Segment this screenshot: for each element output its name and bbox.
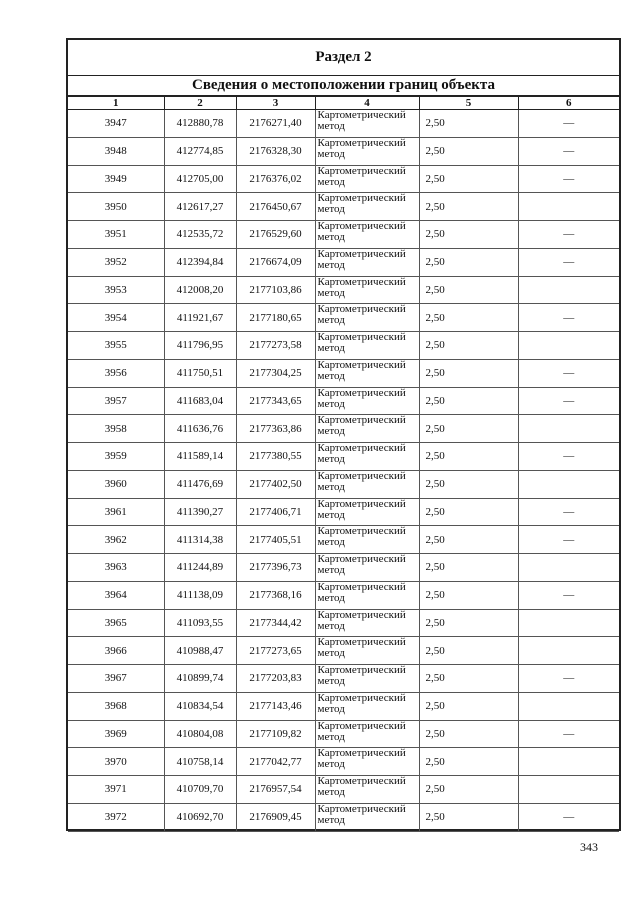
table-row [68,276,619,304]
table-row [68,803,619,831]
table-row [68,110,619,138]
cell-coordinate-x: 411796,95 [164,332,236,360]
table-row [68,526,619,554]
cell-coordinate-y: 2177273,58 [236,332,315,360]
cell-description: — [518,165,619,193]
cell-coordinate-x: 411093,55 [164,609,236,637]
cell-description [518,748,619,776]
table-row [68,415,619,443]
cell-point-number: 3950 [68,193,164,221]
cell-method: Картометрический метод [315,692,419,720]
cell-coordinate-x: 411921,67 [164,304,236,332]
cell-accuracy: 2,50 [419,110,518,138]
cell-accuracy: 2,50 [419,304,518,332]
cell-method: Картометрический метод [315,443,419,471]
cell-accuracy: 2,50 [419,554,518,582]
table-row [68,609,619,637]
cell-method: Картометрический метод [315,748,419,776]
cell-coordinate-y: 2177273,65 [236,637,315,665]
table-row [68,637,619,665]
cell-accuracy: 2,50 [419,443,518,471]
cell-accuracy: 2,50 [419,748,518,776]
cell-method: Картометрический метод [315,137,419,165]
column-header-2: 2 [164,97,236,110]
cell-description [518,332,619,360]
table-row [68,498,619,526]
cell-accuracy: 2,50 [419,526,518,554]
cell-point-number: 3956 [68,359,164,387]
cell-point-number: 3964 [68,581,164,609]
cell-coordinate-x: 411314,38 [164,526,236,554]
cell-point-number: 3947 [68,110,164,138]
cell-description [518,193,619,221]
cell-accuracy: 2,50 [419,248,518,276]
coordinates-table [68,96,619,832]
cell-method: Картометрический метод [315,637,419,665]
cell-coordinate-y: 2177042,77 [236,748,315,776]
cell-accuracy: 2,50 [419,609,518,637]
cell-coordinate-x: 410804,08 [164,720,236,748]
table-row [68,359,619,387]
cell-accuracy: 2,50 [419,470,518,498]
cell-method: Картометрический метод [315,387,419,415]
cell-accuracy: 2,50 [419,276,518,304]
cell-coordinate-x: 412705,00 [164,165,236,193]
cell-accuracy: 2,50 [419,221,518,249]
cell-point-number: 3963 [68,554,164,582]
table-row [68,692,619,720]
cell-description: — [518,498,619,526]
cell-coordinate-y: 2177344,42 [236,609,315,637]
cell-method: Картометрический метод [315,359,419,387]
cell-accuracy: 2,50 [419,137,518,165]
cell-coordinate-y: 2177405,51 [236,526,315,554]
column-header-5: 5 [419,97,518,110]
cell-method: Картометрический метод [315,776,419,804]
cell-method: Картометрический метод [315,803,419,831]
cell-coordinate-x: 410758,14 [164,748,236,776]
table-row [68,554,619,582]
page-number: 343 [580,840,598,854]
cell-method: Картометрический метод [315,415,419,443]
cell-coordinate-y: 2177368,16 [236,581,315,609]
cell-accuracy: 2,50 [419,803,518,831]
cell-accuracy: 2,50 [419,415,518,443]
cell-point-number: 3971 [68,776,164,804]
cell-point-number: 3952 [68,248,164,276]
cell-method: Картометрический метод [315,581,419,609]
cell-accuracy: 2,50 [419,692,518,720]
cell-coordinate-x: 412880,78 [164,110,236,138]
cell-description: — [518,387,619,415]
cell-point-number: 3969 [68,720,164,748]
cell-coordinate-x: 412617,27 [164,193,236,221]
cell-accuracy: 2,50 [419,581,518,609]
cell-point-number: 3966 [68,637,164,665]
cell-description: — [518,803,619,831]
cell-method: Картометрический метод [315,248,419,276]
cell-accuracy: 2,50 [419,665,518,693]
cell-coordinate-y: 2177406,71 [236,498,315,526]
cell-description [518,637,619,665]
cell-accuracy: 2,50 [419,387,518,415]
table-row [68,581,619,609]
cell-method: Картометрический метод [315,193,419,221]
cell-method: Картометрический метод [315,276,419,304]
cell-accuracy: 2,50 [419,359,518,387]
cell-description [518,692,619,720]
cell-point-number: 3968 [68,692,164,720]
cell-coordinate-x: 410692,70 [164,803,236,831]
cell-description: — [518,526,619,554]
cell-point-number: 3957 [68,387,164,415]
cell-description: — [518,359,619,387]
cell-method: Картометрический метод [315,554,419,582]
cell-method: Картометрический метод [315,470,419,498]
cell-coordinate-x: 411683,04 [164,387,236,415]
cell-description: — [518,110,619,138]
table-row [68,248,619,276]
cell-point-number: 3949 [68,165,164,193]
cell-method: Картометрический метод [315,665,419,693]
cell-description: — [518,137,619,165]
cell-accuracy: 2,50 [419,498,518,526]
table-row [68,304,619,332]
cell-description [518,609,619,637]
cell-coordinate-y: 2177203,83 [236,665,315,693]
cell-method: Картометрический метод [315,221,419,249]
table-row [68,332,619,360]
cell-point-number: 3958 [68,415,164,443]
cell-coordinate-y: 2177143,46 [236,692,315,720]
table-row [68,665,619,693]
cell-point-number: 3962 [68,526,164,554]
cell-coordinate-x: 410988,47 [164,637,236,665]
cell-coordinate-x: 410834,54 [164,692,236,720]
cell-accuracy: 2,50 [419,332,518,360]
column-header-3: 3 [236,97,315,110]
table-row [68,443,619,471]
cell-coordinate-x: 411476,69 [164,470,236,498]
column-header-4: 4 [315,97,419,110]
cell-description [518,554,619,582]
cell-coordinate-x: 412394,84 [164,248,236,276]
table-row [68,193,619,221]
cell-description: — [518,304,619,332]
table-row [68,470,619,498]
cell-description: — [518,581,619,609]
cell-coordinate-y: 2176529,60 [236,221,315,249]
cell-coordinate-x: 412774,85 [164,137,236,165]
table-row [68,165,619,193]
cell-coordinate-y: 2177380,55 [236,443,315,471]
table-row [68,776,619,804]
cell-method: Картометрический метод [315,498,419,526]
cell-coordinate-x: 411636,76 [164,415,236,443]
cell-coordinate-y: 2176271,40 [236,110,315,138]
cell-point-number: 3951 [68,221,164,249]
cell-accuracy: 2,50 [419,193,518,221]
cell-coordinate-y: 2176957,54 [236,776,315,804]
cell-method: Картометрический метод [315,110,419,138]
cell-coordinate-x: 410899,74 [164,665,236,693]
cell-accuracy: 2,50 [419,776,518,804]
table-body [68,110,619,832]
cell-accuracy: 2,50 [419,637,518,665]
cell-method: Картометрический метод [315,609,419,637]
cell-point-number: 3960 [68,470,164,498]
cell-coordinate-x: 412535,72 [164,221,236,249]
table-row [68,748,619,776]
cell-coordinate-x: 411244,89 [164,554,236,582]
cell-point-number: 3954 [68,304,164,332]
cell-point-number: 3967 [68,665,164,693]
cell-coordinate-y: 2176674,09 [236,248,315,276]
section-subtitle: Сведения о местоположении границ объекта [68,76,619,96]
cell-coordinate-x: 411390,27 [164,498,236,526]
cell-description: — [518,443,619,471]
cell-point-number: 3948 [68,137,164,165]
table-frame [66,38,621,831]
cell-coordinate-y: 2176450,67 [236,193,315,221]
table-row [68,720,619,748]
cell-point-number: 3970 [68,748,164,776]
cell-method: Картометрический метод [315,304,419,332]
cell-description [518,470,619,498]
cell-coordinate-y: 2176909,45 [236,803,315,831]
column-header-1: 1 [68,97,164,110]
cell-coordinate-y: 2176376,02 [236,165,315,193]
cell-coordinate-x: 410709,70 [164,776,236,804]
cell-accuracy: 2,50 [419,720,518,748]
cell-description [518,776,619,804]
cell-point-number: 3972 [68,803,164,831]
cell-coordinate-y: 2176328,30 [236,137,315,165]
cell-point-number: 3965 [68,609,164,637]
cell-description [518,415,619,443]
cell-description [518,276,619,304]
cell-coordinate-y: 2177109,82 [236,720,315,748]
cell-coordinate-y: 2177304,25 [236,359,315,387]
cell-method: Картометрический метод [315,720,419,748]
cell-coordinate-x: 411750,51 [164,359,236,387]
cell-coordinate-x: 412008,20 [164,276,236,304]
cell-coordinate-y: 2177343,65 [236,387,315,415]
cell-coordinate-y: 2177402,50 [236,470,315,498]
table-row [68,137,619,165]
cell-description: — [518,248,619,276]
table-row [68,221,619,249]
cell-description: — [518,720,619,748]
cell-description: — [518,221,619,249]
cell-coordinate-x: 411138,09 [164,581,236,609]
cell-coordinate-y: 2177103,86 [236,276,315,304]
cell-point-number: 3961 [68,498,164,526]
cell-point-number: 3953 [68,276,164,304]
cell-method: Картометрический метод [315,332,419,360]
cell-method: Картометрический метод [315,165,419,193]
cell-coordinate-y: 2177180,65 [236,304,315,332]
cell-method: Картометрический метод [315,526,419,554]
table-row [68,387,619,415]
cell-coordinate-y: 2177396,73 [236,554,315,582]
cell-accuracy: 2,50 [419,165,518,193]
cell-coordinate-y: 2177363,86 [236,415,315,443]
cell-point-number: 3959 [68,443,164,471]
cell-description: — [518,665,619,693]
column-header-6: 6 [518,97,619,110]
section-title: Раздел 2 [68,40,619,76]
cell-point-number: 3955 [68,332,164,360]
cell-coordinate-x: 411589,14 [164,443,236,471]
table-header-row [68,97,619,110]
